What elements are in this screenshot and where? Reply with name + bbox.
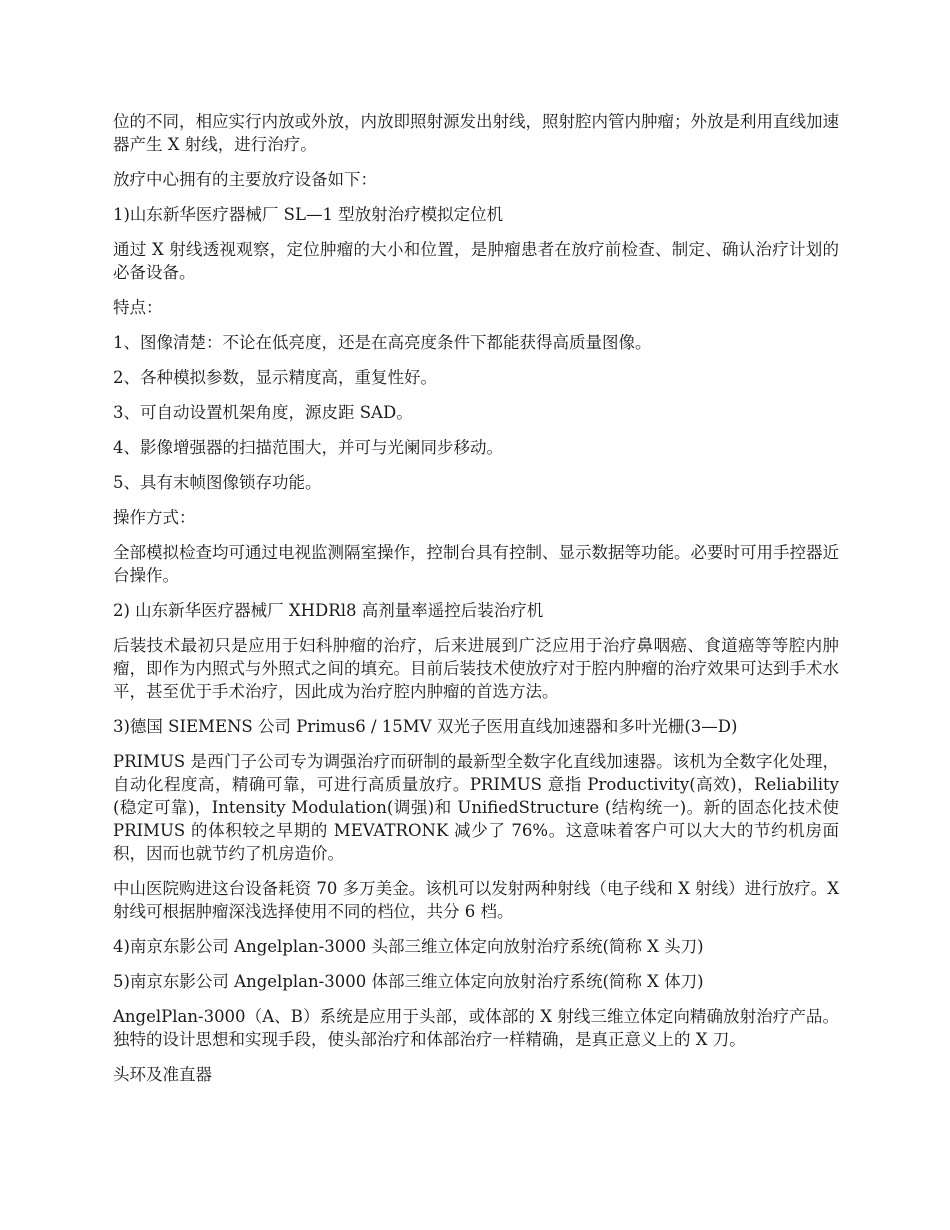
paragraph-angelplan-description: AngelPlan-3000（A、B）系统是应用于头部，或体部的 X 射线三维立体定向精确放射治疗产品。独特的设计思想和实现手段，使头部治疗和体部治疗一样精确，是真正意义上的 X 刀。 [113, 1007, 839, 1049]
paragraph-feature-5: 5、具有末帧图像锁存功能。 [113, 473, 322, 492]
paragraph-equipment-heading: 放疗中心拥有的主要放疗设备如下： [113, 170, 377, 189]
paragraph-item-3-purchase: 中山医院购进这台设备耗资 70 多万美金。该机可以发射两种射线（电子线和 X 射线）进行放疗。X 射线可根据肿瘤深浅选择使用不同的档位，共分 6 档。 [113, 879, 839, 921]
paragraph-head-ring-heading: 头环及准直器 [113, 1065, 212, 1084]
paragraph-feature-2: 2、各种模拟参数，显示精度高，重复性好。 [113, 368, 437, 387]
paragraph-features-label: 特点： [113, 298, 163, 317]
paragraph-operation-description: 全部模拟检查均可通过电视监测隔室操作，控制台具有控制、显示数据等功能。必要时可用手控器近台操作。 [113, 543, 839, 585]
paragraph-item-1-description: 通过 X 射线透视观察，定位肿瘤的大小和位置，是肿瘤患者在放疗前检查、制定、确认治疗计划的必备设备。 [113, 240, 839, 282]
paragraph-operation-label: 操作方式： [113, 508, 196, 527]
paragraph-item-5-title: 5)南京东影公司 Angelplan-3000 体部三维立体定向放射治疗系统(简称 X 体刀) [113, 972, 704, 991]
paragraph-item-2-title: 2) 山东新华医疗器械厂 XHDRl8 高剂量率遥控后装治疗机 [113, 601, 544, 620]
paragraph-item-4-title: 4)南京东影公司 Angelplan-3000 头部三维立体定向放射治疗系统(简称 X 头刀) [113, 937, 704, 956]
paragraph-feature-3: 3、可自动设置机架角度，源皮距 SAD。 [113, 403, 413, 422]
paragraph-item-3-title: 3)德国 SIEMENS 公司 Primus6 / 15MV 双光子医用直线加速器和多叶光栅(3—D) [113, 717, 738, 736]
document-page [113, 110, 839, 1098]
paragraph-intro-continuation: 位的不同，相应实行内放或外放，内放即照射源发出射线，照射腔内管内肿瘤；外放是利用直线加速器产生 X 射线，进行治疗。 [113, 112, 839, 154]
paragraph-item-2-description: 后装技术最初只是应用于妇科肿瘤的治疗，后来进展到广泛应用于治疗鼻咽癌、食道癌等等腔内肿瘤，即作为内照式与外照式之间的填充。目前后装技术使放疗对于腔内肿瘤的治疗效果可达到手术水平，甚至优于手术治疗，因此成为治疗腔内肿瘤的首选方法。 [113, 636, 839, 701]
paragraph-feature-4: 4、影像增强器的扫描范围大，并可与光阑同步移动。 [113, 438, 503, 457]
paragraph-item-3-description: PRIMUS 是西门子公司专为调强治疗而研制的最新型全数字化直线加速器。该机为全数字化处理，自动化程度高，精确可靠，可进行高质量放疗。PRIMUS 意指 Productivity(高效)，Reliability(稳定可靠)，Intensity Modulation(调强)和 UnifiedStructure (结构统一)。新的固态化技术使 PRIMUS 的体积较之早期的 MEVATRONK 减少了 76%。这意味着客户可以大大的节约机房面积，因而也就节约了机房造价。 [113, 752, 839, 863]
paragraph-item-1-title: 1)山东新华医疗器械厂 SL—1 型放射治疗模拟定位机 [113, 205, 504, 224]
paragraph-feature-1: 1、图像清楚：不论在低亮度，还是在高亮度条件下都能获得高质量图像。 [113, 333, 652, 352]
